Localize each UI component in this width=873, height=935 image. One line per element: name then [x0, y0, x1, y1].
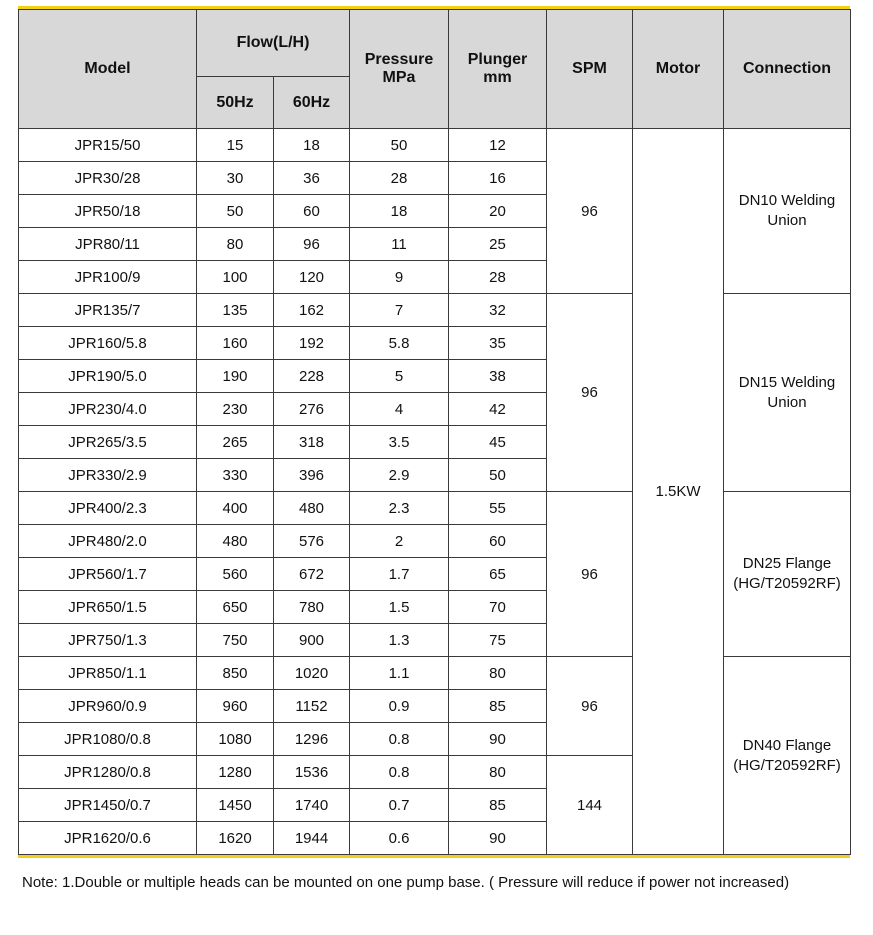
cell-model: JPR850/1.1: [19, 657, 197, 690]
table-row: [19, 294, 851, 327]
cell-spm: 144: [547, 756, 633, 855]
cell-plunger: 50: [449, 459, 547, 492]
cell-flow-50hz: 750: [197, 624, 274, 657]
cell-model: JPR100/9: [19, 261, 197, 294]
cell-flow-50hz: 560: [197, 558, 274, 591]
cell-plunger: 90: [449, 822, 547, 855]
cell-pressure: 11: [350, 228, 449, 261]
cell-flow-60hz: 1536: [274, 756, 350, 789]
cell-model: JPR265/3.5: [19, 426, 197, 459]
cell-plunger: 80: [449, 756, 547, 789]
cell-flow-50hz: 960: [197, 690, 274, 723]
cell-flow-50hz: 1080: [197, 723, 274, 756]
cell-spm: 96: [547, 492, 633, 657]
cell-plunger: 28: [449, 261, 547, 294]
cell-flow-60hz: 576: [274, 525, 350, 558]
cell-pressure: 28: [350, 162, 449, 195]
cell-model: JPR80/11: [19, 228, 197, 261]
cell-model: JPR190/5.0: [19, 360, 197, 393]
cell-flow-50hz: 265: [197, 426, 274, 459]
cell-spm: 96: [547, 294, 633, 492]
cell-plunger: 80: [449, 657, 547, 690]
cell-pressure: 0.8: [350, 723, 449, 756]
footnote: Note: 1.Double or multiple heads can be mounted on one pump base. ( Pressure will reduce if power not increased): [22, 874, 790, 891]
cell-flow-60hz: 1944: [274, 822, 350, 855]
header-motor: Motor: [633, 10, 724, 129]
cell-plunger: 45: [449, 426, 547, 459]
cell-flow-60hz: 228: [274, 360, 350, 393]
cell-model: JPR1450/0.7: [19, 789, 197, 822]
spec-table-wrapper: [18, 6, 850, 858]
header-pressure: [350, 10, 449, 129]
cell-model: JPR650/1.5: [19, 591, 197, 624]
cell-plunger: 35: [449, 327, 547, 360]
cell-model: JPR400/2.3: [19, 492, 197, 525]
cell-flow-50hz: 1620: [197, 822, 274, 855]
cell-connection: [724, 294, 851, 492]
header-flow-60hz: 60Hz: [274, 77, 350, 129]
cell-connection: [724, 657, 851, 855]
cell-connection: [724, 129, 851, 294]
cell-pressure: 1.5: [350, 591, 449, 624]
cell-flow-60hz: 1020: [274, 657, 350, 690]
cell-flow-50hz: 330: [197, 459, 274, 492]
header-flow: Flow(L/H): [197, 10, 350, 77]
cell-flow-60hz: 162: [274, 294, 350, 327]
cell-flow-50hz: 190: [197, 360, 274, 393]
cell-flow-60hz: 36: [274, 162, 350, 195]
cell-model: JPR1280/0.8: [19, 756, 197, 789]
cell-pressure: 1.7: [350, 558, 449, 591]
cell-plunger: 20: [449, 195, 547, 228]
cell-flow-50hz: 1280: [197, 756, 274, 789]
table-row: [19, 492, 851, 525]
cell-flow-60hz: 672: [274, 558, 350, 591]
connection-type: DN10 Welding: [738, 192, 836, 209]
cell-flow-50hz: 160: [197, 327, 274, 360]
table-body: [19, 129, 851, 855]
cell-plunger: 25: [449, 228, 547, 261]
cell-spm: 96: [547, 657, 633, 756]
header-pressure-unit: MPa: [382, 69, 416, 86]
table-row: [19, 129, 851, 162]
cell-pressure: 0.6: [350, 822, 449, 855]
cell-model: JPR50/18: [19, 195, 197, 228]
cell-flow-50hz: 650: [197, 591, 274, 624]
cell-model: JPR15/50: [19, 129, 197, 162]
cell-connection: [724, 492, 851, 657]
header-connection: Connection: [724, 10, 851, 129]
cell-flow-50hz: 135: [197, 294, 274, 327]
header-model: Model: [19, 10, 197, 129]
header-spm: SPM: [547, 10, 633, 129]
cell-flow-60hz: 276: [274, 393, 350, 426]
cell-pressure: 9: [350, 261, 449, 294]
cell-pressure: 7: [350, 294, 449, 327]
cell-plunger: 70: [449, 591, 547, 624]
cell-pressure: 18: [350, 195, 449, 228]
cell-model: JPR135/7: [19, 294, 197, 327]
connection-spec: Union: [767, 393, 807, 411]
cell-flow-60hz: 396: [274, 459, 350, 492]
cell-plunger: 60: [449, 525, 547, 558]
cell-model: JPR1080/0.8: [19, 723, 197, 756]
header-plunger: [449, 10, 547, 129]
cell-plunger: 12: [449, 129, 547, 162]
connection-spec: (HG/T20592RF): [733, 756, 841, 774]
cell-flow-60hz: 480: [274, 492, 350, 525]
cell-flow-60hz: 900: [274, 624, 350, 657]
cell-plunger: 85: [449, 690, 547, 723]
cell-flow-50hz: 230: [197, 393, 274, 426]
cell-plunger: 55: [449, 492, 547, 525]
header-pressure-label: Pressure: [364, 51, 434, 68]
cell-pressure: 5: [350, 360, 449, 393]
cell-pressure: 1.1: [350, 657, 449, 690]
cell-model: JPR960/0.9: [19, 690, 197, 723]
cell-motor: 1.5KW: [633, 129, 724, 855]
cell-pressure: 2.9: [350, 459, 449, 492]
pump-spec-table: [18, 9, 851, 855]
cell-pressure: 5.8: [350, 327, 449, 360]
cell-flow-60hz: 96: [274, 228, 350, 261]
cell-model: JPR330/2.9: [19, 459, 197, 492]
cell-model: JPR30/28: [19, 162, 197, 195]
cell-plunger: 65: [449, 558, 547, 591]
cell-pressure: 2: [350, 525, 449, 558]
cell-pressure: 0.9: [350, 690, 449, 723]
cell-pressure: 1.3: [350, 624, 449, 657]
cell-flow-60hz: 1296: [274, 723, 350, 756]
cell-flow-50hz: 80: [197, 228, 274, 261]
cell-plunger: 38: [449, 360, 547, 393]
connection-type: DN40 Flange: [742, 736, 832, 754]
cell-pressure: 50: [350, 129, 449, 162]
cell-plunger: 16: [449, 162, 547, 195]
cell-model: JPR160/5.8: [19, 327, 197, 360]
table-header: [19, 10, 851, 129]
connection-type: DN15 Welding: [738, 373, 836, 391]
cell-flow-60hz: 18: [274, 129, 350, 162]
header-flow-50hz: 50Hz: [197, 77, 274, 129]
cell-flow-50hz: 400: [197, 492, 274, 525]
cell-model: JPR230/4.0: [19, 393, 197, 426]
cell-model: JPR750/1.3: [19, 624, 197, 657]
cell-flow-60hz: 192: [274, 327, 350, 360]
cell-flow-50hz: 30: [197, 162, 274, 195]
connection-spec: (HG/T20592RF): [733, 575, 841, 592]
connection-type: DN25 Flange: [742, 555, 832, 572]
cell-flow-50hz: 50: [197, 195, 274, 228]
cell-pressure: 4: [350, 393, 449, 426]
header-plunger-label: Plunger: [467, 51, 528, 68]
cell-plunger: 90: [449, 723, 547, 756]
cell-flow-50hz: 100: [197, 261, 274, 294]
cell-plunger: 75: [449, 624, 547, 657]
cell-plunger: 42: [449, 393, 547, 426]
header-plunger-unit: mm: [483, 69, 512, 86]
cell-plunger: 32: [449, 294, 547, 327]
cell-flow-60hz: 780: [274, 591, 350, 624]
cell-flow-60hz: 120: [274, 261, 350, 294]
cell-plunger: 85: [449, 789, 547, 822]
cell-pressure: 3.5: [350, 426, 449, 459]
cell-model: JPR1620/0.6: [19, 822, 197, 855]
connection-spec: Union: [767, 212, 807, 229]
cell-flow-50hz: 1450: [197, 789, 274, 822]
cell-flow-60hz: 318: [274, 426, 350, 459]
cell-flow-60hz: 1740: [274, 789, 350, 822]
cell-flow-60hz: 60: [274, 195, 350, 228]
cell-spm: 96: [547, 129, 633, 294]
bottom-accent-line: [18, 855, 850, 858]
cell-pressure: 2.3: [350, 492, 449, 525]
cell-pressure: 0.8: [350, 756, 449, 789]
cell-pressure: 0.7: [350, 789, 449, 822]
cell-flow-60hz: 1152: [274, 690, 350, 723]
cell-flow-50hz: 15: [197, 129, 274, 162]
cell-model: JPR480/2.0: [19, 525, 197, 558]
cell-flow-50hz: 850: [197, 657, 274, 690]
table-row: [19, 657, 851, 690]
cell-model: JPR560/1.7: [19, 558, 197, 591]
cell-flow-50hz: 480: [197, 525, 274, 558]
